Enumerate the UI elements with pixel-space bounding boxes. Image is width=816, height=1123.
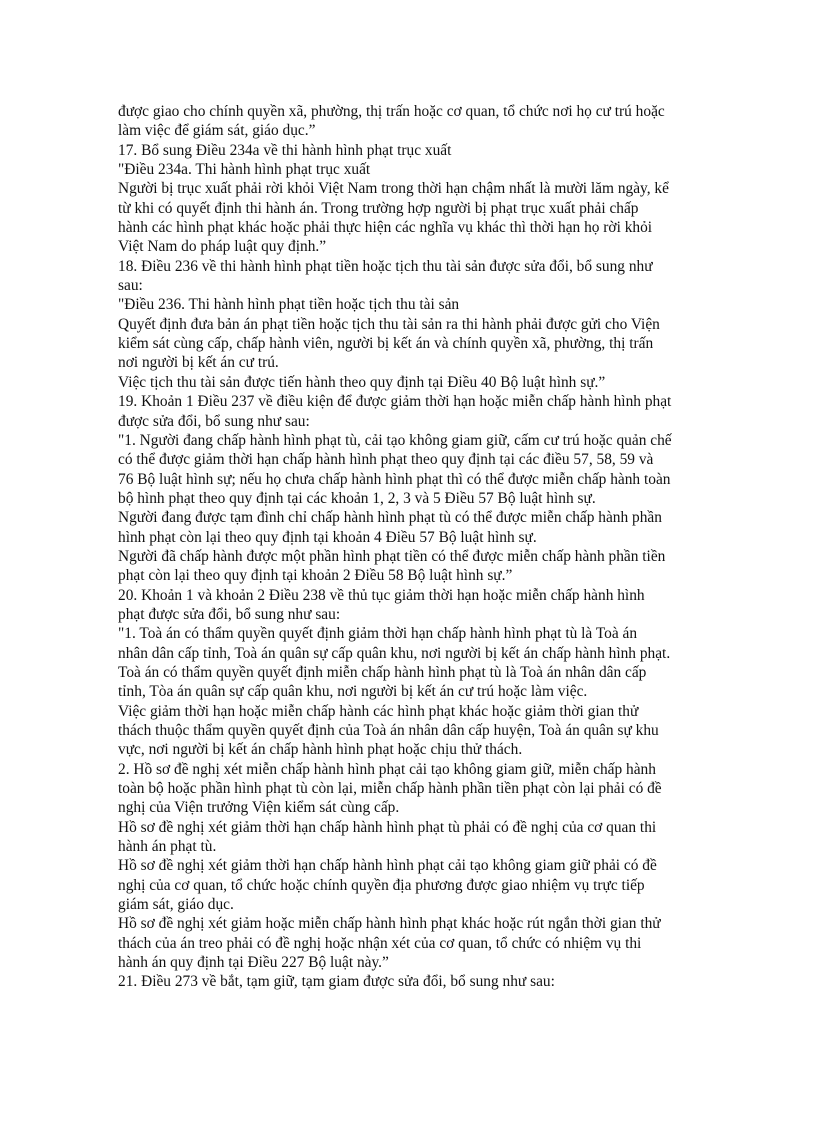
text-line: hành án quy định tại Điều 227 Bộ luật này.” xyxy=(118,954,389,972)
text-line: hình phạt còn lại theo quy định tại khoản 4 Điều 57 Bộ luật hình sự. xyxy=(118,528,537,546)
text-line: Quyết định đưa bản án phạt tiền hoặc tịch thu tài sản ra thi hành phải được gửi cho Viện xyxy=(118,315,660,333)
document-page xyxy=(118,102,718,992)
text-line: Hồ sơ đề nghị xét giảm thời hạn chấp hành hình phạt tù phải có đề nghị của cơ quan thi xyxy=(118,818,657,836)
text-line: nghị của cơ quan, tổ chức hoặc chính quyền địa phương được giao nhiệm vụ trực tiếp xyxy=(118,876,645,894)
text-line: phạt được sửa đổi, bổ sung như sau: xyxy=(118,605,341,623)
text-line: Người đang được tạm đình chỉ chấp hành hình phạt tù có thể được miễn chấp hành phần xyxy=(118,509,662,527)
text-line: nơi người bị kết án cư trú. xyxy=(118,354,279,372)
text-line: 18. Điều 236 về thi hành hình phạt tiền hoặc tịch thu tài sản được sửa đổi, bổ sung như xyxy=(118,257,653,275)
text-line: Hồ sơ đề nghị xét giảm hoặc miễn chấp hành hình phạt khác hoặc rút ngắn thời gian thử xyxy=(118,915,661,933)
text-line: được sửa đổi, bổ sung như sau: xyxy=(118,412,310,430)
text-line: bộ hình phạt theo quy định tại các khoản 1, 2, 3 và 5 Điều 57 Bộ luật hình sự. xyxy=(118,489,596,507)
text-line: kiểm sát cùng cấp, chấp hành viên, người bị kết án và chính quyền xã, phường, thị trấn xyxy=(118,335,654,353)
text-line: 2. Hồ sơ đề nghị xét miễn chấp hành hình phạt cải tạo không giam giữ, miễn chấp hành xyxy=(118,760,656,778)
text-line: "Điều 234a. Thi hành hình phạt trục xuất xyxy=(118,161,371,179)
text-line: "Điều 236. Thi hành hình phạt tiền hoặc tịch thu tài sản xyxy=(118,296,460,314)
text-line: tỉnh, Tòa án quân sự cấp quân khu, nơi người bị kết án cư trú hoặc làm việc. xyxy=(118,683,588,701)
text-line: phạt còn lại theo quy định tại khoản 2 Điều 58 Bộ luật hình sự.” xyxy=(118,567,513,585)
text-line: 20. Khoản 1 và khoản 2 Điều 238 về thủ tục giảm thời hạn hoặc miễn chấp hành hình xyxy=(118,586,645,604)
text-line: sau: xyxy=(118,277,143,295)
text-line: 76 Bộ luật hình sự; nếu họ chưa chấp hành hình phạt thì có thể được miễn chấp hành toàn xyxy=(118,470,671,488)
text-line: có thể được giảm thời hạn chấp hành hình phạt theo quy định tại các điều 57, 58, 59 và xyxy=(118,451,654,469)
text-line: hành các hình phạt khác hoặc phải thực hiện các nghĩa vụ khác thì thời hạn họ rời khỏi xyxy=(118,219,653,237)
text-line: Toà án có thẩm quyền quyết định miễn chấp hành hình phạt tù là Toà án nhân dân cấp xyxy=(118,663,647,681)
text-line: 21. Điều 273 về bắt, tạm giữ, tạm giam được sửa đổi, bổ sung như sau: xyxy=(118,973,555,991)
text-line: "1. Toà án có thẩm quyền quyết định giảm thời hạn chấp hành hình phạt tù là Toà án xyxy=(118,625,638,643)
text-line: thách của án treo phải có đề nghị hoặc nhận xét của cơ quan, tổ chức có nhiệm vụ thi xyxy=(118,934,642,952)
text-line: vực, nơi người bị kết án chấp hành hình phạt hoặc chịu thử thách. xyxy=(118,741,523,759)
text-line: từ khi có quyết định thi hành án. Trong trường hợp người bị phạt trục xuất phải chấp xyxy=(118,199,639,217)
text-line: toàn bộ hoặc phần hình phạt tù còn lại, miễn chấp hành phần tiền phạt còn lại phải có đề xyxy=(118,780,662,798)
text-line: được giao cho chính quyền xã, phường, thị trấn hoặc cơ quan, tổ chức nơi họ cư trú hoặc xyxy=(118,103,665,120)
text-line: 19. Khoản 1 Điều 237 về điều kiện để được giảm thời hạn hoặc miễn chấp hành hình phạt xyxy=(118,393,672,411)
text-line: Việc tịch thu tài sản được tiến hành theo quy định tại Điều 40 Bộ luật hình sự.” xyxy=(118,373,606,391)
text-line: thách thuộc thẩm quyền quyết định của Toà án nhân dân cấp huyện, Toà án quân sự khu xyxy=(118,722,659,739)
text-line: Hồ sơ đề nghị xét giảm thời hạn chấp hành hình phạt cải tạo không giam giữ phải có đề xyxy=(118,857,657,875)
text-line: Người đã chấp hành được một phần hình phạt tiền có thể được miễn chấp hành phần tiền xyxy=(118,547,666,565)
text-line: Việt Nam do pháp luật quy định.” xyxy=(118,238,327,256)
text-line: Người bị trục xuất phải rời khỏi Việt Nam trong thời hạn chậm nhất là mười lăm ngày, kể xyxy=(118,180,669,198)
text-line: hành án phạt tù. xyxy=(118,838,217,856)
text-line: 17. Bổ sung Điều 234a về thi hành hình phạt trục xuất xyxy=(118,141,452,159)
text-line: làm việc để giám sát, giáo dục.” xyxy=(118,122,316,140)
text-line: giám sát, giáo dục. xyxy=(118,896,234,914)
text-line: nghị của Viện trưởng Viện kiểm sát cùng cấp. xyxy=(118,799,400,817)
text-line: "1. Người đang chấp hành hình phạt tù, cải tạo không giam giữ, cấm cư trú hoặc quản chế xyxy=(118,431,672,449)
text-line: Việc giảm thời hạn hoặc miễn chấp hành các hình phạt khác hoặc giảm thời gian thử xyxy=(118,702,639,720)
text-line: nhân dân cấp tỉnh, Toà án quân sự cấp quân khu, nơi người bị kết án chấp hành hình phạt. xyxy=(118,644,671,662)
